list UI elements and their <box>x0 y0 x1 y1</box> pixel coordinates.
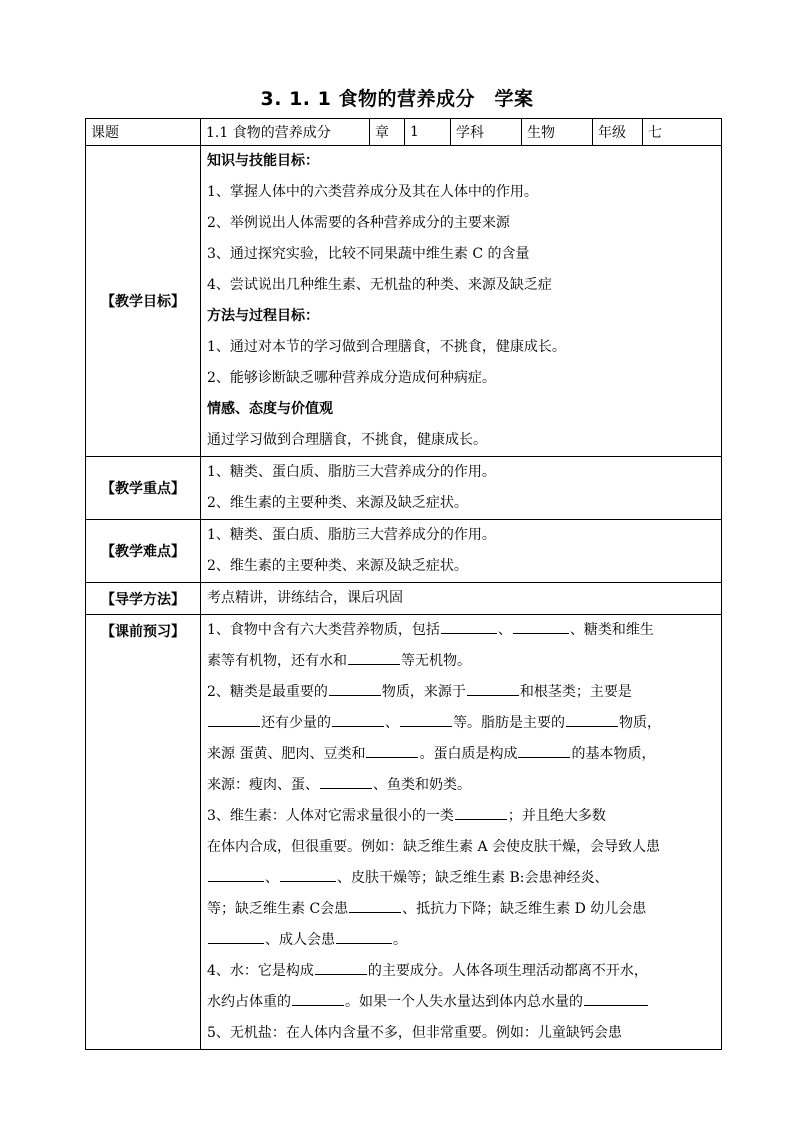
key-point-1: 1、糖类、蛋白质、脂肪三大营养成分的作用。 <box>207 464 496 480</box>
fill-blank[interactable] <box>455 804 507 820</box>
lesson-plan-table <box>85 118 722 1050</box>
grade-label: 年级 <box>593 119 643 146</box>
fill-blank[interactable] <box>518 742 570 758</box>
fill-blank[interactable] <box>332 711 384 727</box>
difficulties-row <box>86 520 722 583</box>
fill-blank[interactable] <box>366 742 418 758</box>
fill-blank[interactable] <box>208 928 264 944</box>
page-title: 3. 1. 1 食物的营养成分 学案 <box>260 88 534 110</box>
key-points-row <box>86 457 722 520</box>
preview-content <box>201 615 722 1050</box>
method-row <box>86 583 722 615</box>
preview-line-4: 还有少量的 、 等。脂肪是主要的 物质， <box>207 708 715 739</box>
fill-blank[interactable] <box>292 990 344 1006</box>
fill-blank[interactable] <box>336 928 392 944</box>
method-content <box>201 583 722 615</box>
goals-method-1: 1、通过对本节的学习做到合理膳食，不挑食，健康成长。 <box>207 339 566 355</box>
goals-knowledge-3: 3、通过探究实验，比较不同果蔬中维生素 C 的含量 <box>207 246 530 262</box>
goals-row <box>86 146 722 457</box>
fill-blank[interactable] <box>315 959 367 975</box>
fill-blank[interactable] <box>513 618 569 634</box>
preview-line-3: 2、糖类是最重要的 物质，来源于 和根茎类；主要是 <box>207 677 715 708</box>
preview-line-8: 在体内合成，但很重要。例如：缺乏维生素 A 会使皮肤干燥，会导致人患 <box>207 839 661 855</box>
fill-blank[interactable] <box>208 866 264 882</box>
goals-emotion-1: 通过学习做到合理膳食，不挑食，健康成长。 <box>207 432 487 448</box>
goals-knowledge-2: 2、举例说出人体需要的各种营养成分的主要来源 <box>207 215 510 231</box>
header-row <box>86 119 722 146</box>
chapter-label: 章 <box>370 119 405 146</box>
topic-value: 1.1 食物的营养成分 <box>201 119 370 146</box>
goals-heading-knowledge: 知识与技能目标： <box>207 153 319 169</box>
preview-line-10: 等；缺乏维生素 C会患 、抵抗力下降；缺乏维生素 D 幼儿会患 <box>207 894 715 925</box>
grade-value: 七 <box>643 119 722 146</box>
preview-line-14: 5、无机盐：在人体内含量不多，但非常重要。例如：儿童缺钙会患 <box>207 1025 622 1041</box>
preview-line-7: 3、维生素：人体对它需求量很小的一类 ；并且绝大多数 <box>207 801 715 832</box>
preview-line-6: 来源：瘦肉、蛋、 、鱼类和奶类。 <box>207 770 715 801</box>
preview-line-9: 、 、皮肤干燥等；缺乏维生素 B:会患神经炎、 <box>207 863 715 894</box>
preview-line-12: 4、水：它是构成 的主要成分。人体各项生理活动都离不开水， <box>207 956 715 987</box>
fill-blank[interactable] <box>320 773 372 789</box>
difficulties-content <box>201 520 722 583</box>
key-point-2: 2、维生素的主要种类、来源及缺乏症状。 <box>207 495 468 511</box>
preview-line-13: 水约占体重的 。如果一个人失水量达到体内总水量的 <box>207 987 715 1018</box>
goals-label: 【教学目标】 <box>86 146 201 457</box>
goals-knowledge-4: 4、尝试说出几种维生素、无机盐的种类、来源及缺乏症 <box>207 277 552 293</box>
chapter-value: 1 <box>405 119 451 146</box>
method-text: 考点精讲，讲练结合，课后巩固 <box>207 590 403 606</box>
fill-blank[interactable] <box>467 680 519 696</box>
preview-line-1: 1、食物中含有六大类营养物质，包括 、 、糖类和维生 <box>207 615 715 646</box>
key-points-content <box>201 457 722 520</box>
goals-method-2: 2、能够诊断缺乏哪种营养成分造成何种病症。 <box>207 370 496 386</box>
topic-label: 课题 <box>86 119 201 146</box>
preview-label: 【课前预习】 <box>86 615 201 1050</box>
fill-blank[interactable] <box>348 649 400 665</box>
goals-heading-method: 方法与过程目标： <box>207 308 319 324</box>
fill-blank[interactable] <box>400 711 452 727</box>
fill-blank[interactable] <box>441 618 497 634</box>
subject-label: 学科 <box>451 119 522 146</box>
goals-knowledge-1: 1、掌握人体中的六类营养成分及其在人体中的作用。 <box>207 184 538 200</box>
fill-blank[interactable] <box>329 680 381 696</box>
fill-blank[interactable] <box>280 866 336 882</box>
preview-line-11: 、成人会患 。 <box>207 925 715 956</box>
method-label: 【导学方法】 <box>86 583 201 615</box>
fill-blank[interactable] <box>349 897 401 913</box>
key-points-label: 【教学重点】 <box>86 457 201 520</box>
fill-blank[interactable] <box>208 711 260 727</box>
goals-heading-emotion: 情感、态度与价值观 <box>207 401 333 417</box>
preview-row <box>86 615 722 1050</box>
difficulty-1: 1、糖类、蛋白质、脂肪三大营养成分的作用。 <box>207 527 496 543</box>
fill-blank[interactable] <box>566 711 618 727</box>
subject-value: 生物 <box>522 119 593 146</box>
fill-blank[interactable] <box>584 990 648 1006</box>
preview-line-2: 素等有机物，还有水和 等无机物。 <box>207 646 715 677</box>
goals-content <box>201 146 722 457</box>
difficulties-label: 【教学难点】 <box>86 520 201 583</box>
difficulty-2: 2、维生素的主要种类、来源及缺乏症状。 <box>207 558 468 574</box>
preview-line-5: 来源 蛋黄、肥肉、豆类和 。蛋白质是构成 的基本物质， <box>207 739 715 770</box>
